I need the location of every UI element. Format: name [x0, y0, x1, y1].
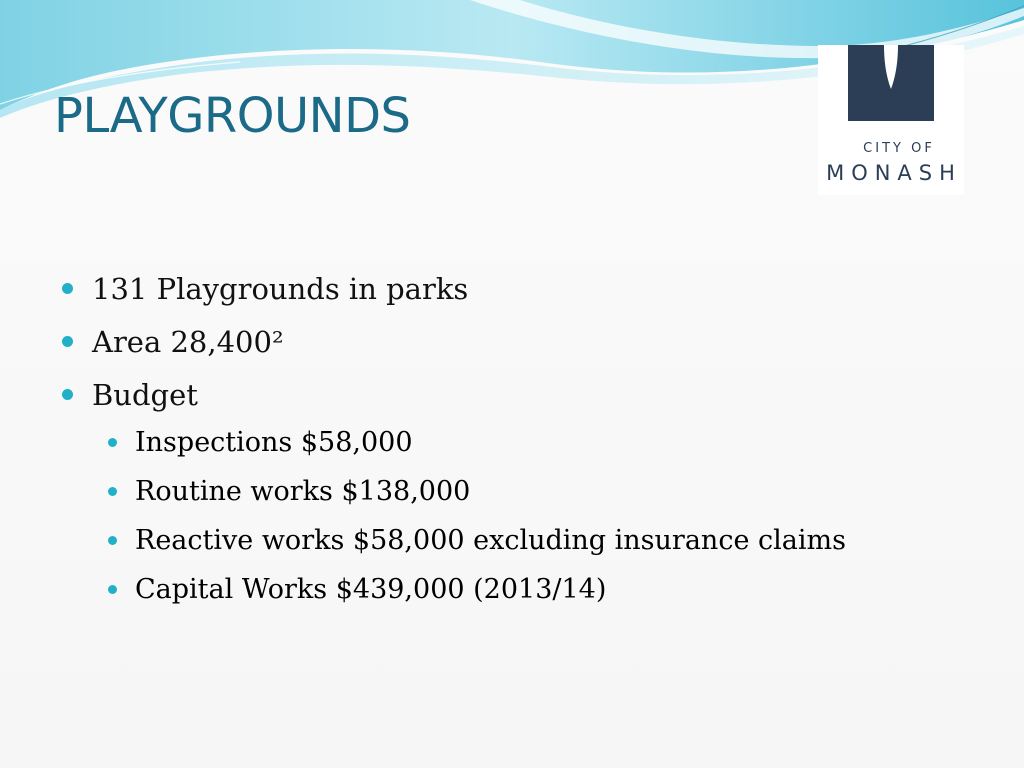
bullet-dot-icon — [62, 336, 73, 347]
monash-crest-icon — [848, 45, 934, 121]
main-bullet-list — [62, 262, 468, 421]
sub-bullet-dot-icon — [108, 585, 117, 594]
sub-bullet-dot-icon — [108, 487, 117, 496]
budget-item-inspections — [108, 418, 846, 467]
bullet-playgrounds — [62, 262, 468, 315]
budget-item-reactive-works — [108, 516, 846, 565]
bullet-area — [62, 315, 468, 368]
city-of-monash-logo — [818, 45, 964, 195]
bullet-budget — [62, 368, 468, 421]
budget-sub-list — [108, 418, 846, 614]
logo-monash-text: MONASH — [826, 161, 962, 185]
budget-item-text: Capital Works $439,000 (2013/14) — [135, 574, 607, 605]
budget-item-capital-works — [108, 565, 846, 614]
budget-item-routine-works — [108, 467, 846, 516]
sub-bullet-dot-icon — [108, 438, 117, 447]
budget-item-text: Reactive works $58,000 excluding insurance claims — [135, 525, 846, 556]
budget-item-text: Routine works $138,000 — [135, 476, 471, 507]
bullet-dot-icon — [62, 389, 73, 400]
bullet-text: 131 Playgrounds in parks — [92, 271, 469, 306]
budget-item-text: Inspections $58,000 — [135, 427, 413, 458]
bullet-text: Budget — [92, 377, 198, 412]
bullet-text: Area 28,400² — [92, 324, 284, 359]
logo-city-of-text: CITY OF — [863, 141, 935, 156]
slide-title: PLAYGROUNDS — [54, 88, 411, 144]
sub-bullet-dot-icon — [108, 536, 117, 545]
bullet-dot-icon — [62, 283, 73, 294]
